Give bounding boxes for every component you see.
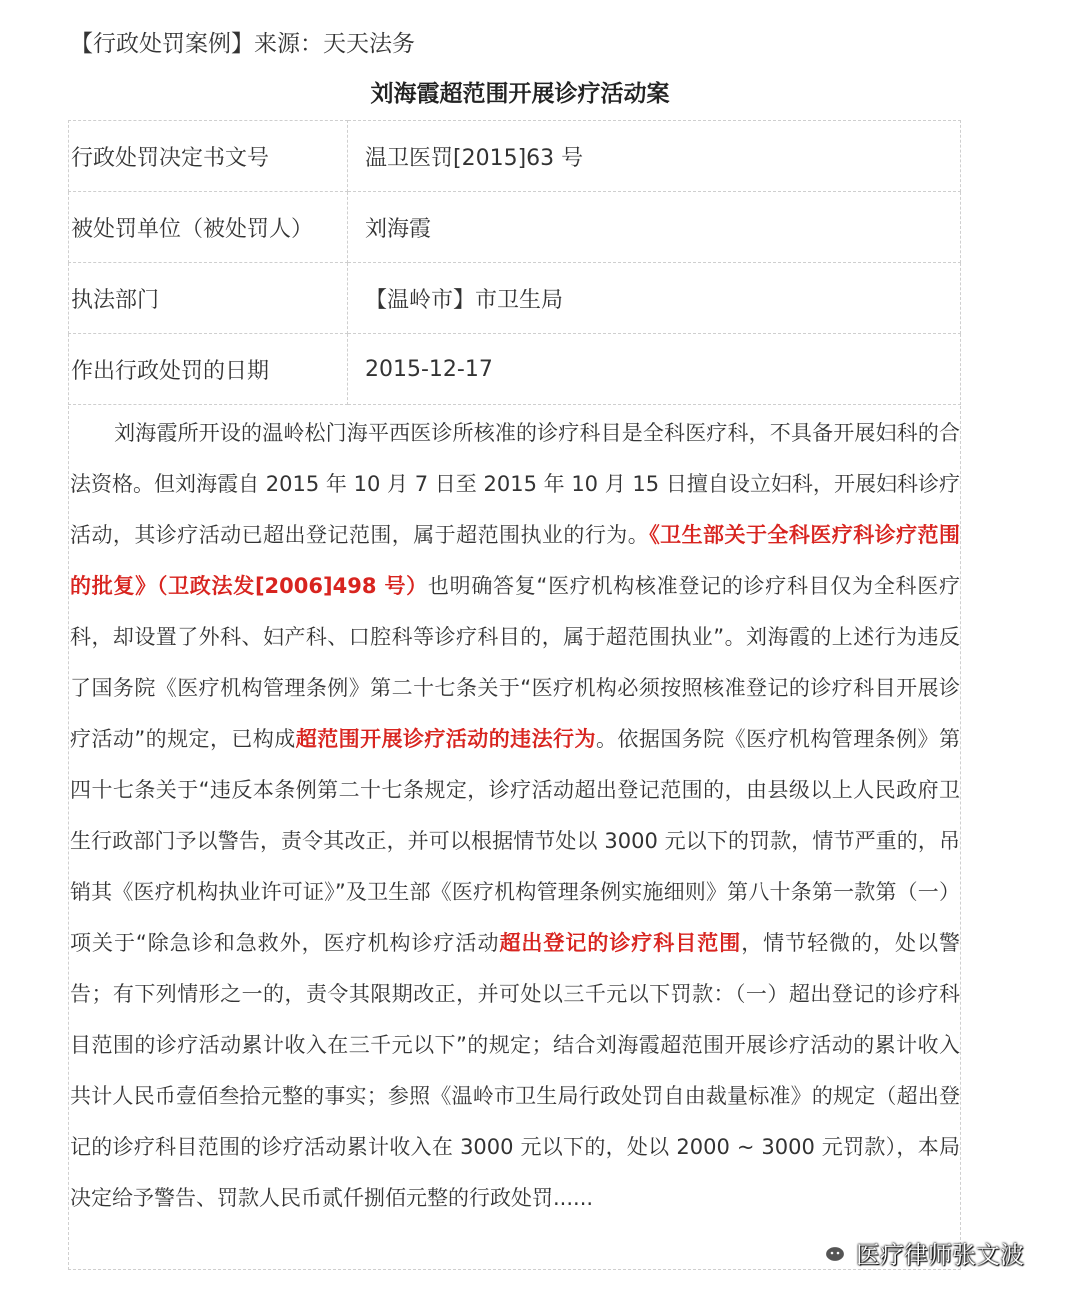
row-label-enforcement-dept: 执法部门 — [69, 263, 348, 334]
case-description — [70, 408, 960, 1224]
body-text: 也明确答复“医疗机构核准登记的诊疗科目仅为全科医疗科，却设置了外科、妇产科、口腔科等诊疗科目的，属于超范围执业”。刘海霞的上述行为违反了国务院《医疗机构管理条例》第二十七条关于“医疗机构必须按照核准登记的诊疗科目开展诊疗活动”的规定，已构成 — [70, 574, 960, 751]
watermark-text: 医疗律师张文波 — [856, 1240, 1024, 1269]
row-value-decision-number: 温卫医罚[2015]63 号 — [348, 121, 961, 192]
row-label-penalized-party: 被处罚单位（被处罚人） — [69, 192, 348, 263]
table-row — [69, 121, 961, 192]
case-info-table — [68, 120, 961, 405]
row-label-decision-number: 行政处罚决定书文号 — [69, 121, 348, 192]
body-text: 。依据国务院《医疗机构管理条例》第四十七条关于“违反本条例第二十七条规定，诊疗活动超出登记范围的，由县级以上人民政府卫生行政部门予以警告，责令其改正，并可以根据情节处以 3000 元以下的罚款，情节严重的，吊销其《医疗机构执业许可证》”及卫生部《医疗机构管理条例实施细则》第八十条第一款第（一）项关于“除急诊和急救外，医疗机构诊疗活动 — [70, 727, 961, 955]
row-value-enforcement-dept: 【温岭市】市卫生局 — [348, 263, 961, 334]
table-row — [69, 334, 961, 405]
row-value-penalty-date: 2015-12-17 — [348, 334, 961, 405]
table-row — [69, 192, 961, 263]
body-text: ，情节轻微的，处以警告；有下列情形之一的，责令其限期改正，并可处以三千元以下罚款：（一）超出登记的诊疗科目范围的诊疗活动累计收入在三千元以下”的规定；结合刘海霞超范围开展诊疗活动的累计收入共计人民币壹佰叁拾元整的事实；参照《温岭市卫生局行政处罚自由裁量标准》的规定（超出登记的诊疗科目范围的诊疗活动累计收入在 3000 元以下的，处以 2000 ~ 3000 元罚款），本局决定给予警告、罚款人民币贰仟捌佰元整的行政处罚...... — [70, 931, 961, 1210]
source-line: 【行政处罚案例】来源：天天法务 — [70, 31, 415, 57]
case-title: 刘海霞超范围开展诊疗活动案 — [370, 81, 670, 107]
row-value-penalized-party: 刘海霞 — [348, 192, 961, 263]
highlighted-text: 超出登记的诊疗科目范围 — [499, 931, 742, 955]
row-label-penalty-date: 作出行政处罚的日期 — [69, 334, 348, 405]
highlighted-text: 超范围开展诊疗活动的违法行为 — [295, 727, 596, 751]
wechat-icon — [812, 1237, 848, 1267]
table-row — [69, 263, 961, 334]
body-text: 刘海霞所开设的温岭松门海平西医诊所核准的诊疗科目是全科医疗科，不具备开展妇科的合法资格。但刘海霞自 2015 年 10 月 7 日至 2015 年 10 月 15 日擅自设立妇科，开展妇科诊疗活动，其诊疗活动已超出登记范围，属于超范围执业的行为。 — [70, 421, 960, 547]
author-watermark — [812, 1232, 1024, 1272]
highlighted-text: 《卫生部关于全科医疗科诊疗范围的批复》（卫政法发[2006]498 号） — [70, 523, 961, 598]
